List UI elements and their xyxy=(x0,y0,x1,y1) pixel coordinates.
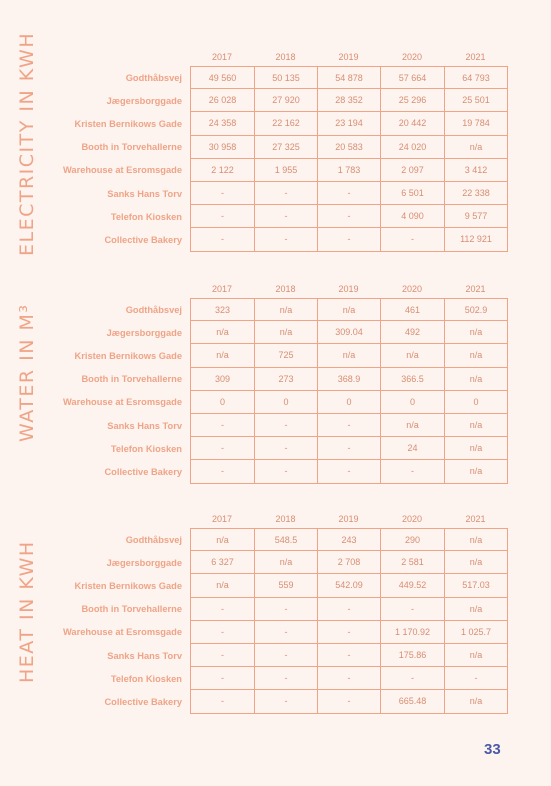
year-header: 2019 xyxy=(338,284,359,294)
table-cell: 309 xyxy=(191,368,255,391)
table-cell: - xyxy=(191,621,255,644)
table-cell: - xyxy=(255,621,318,644)
table-cell: 25 296 xyxy=(381,89,445,112)
location-label: Kristen Bernikows Gade xyxy=(74,581,182,591)
table-cell: 366.5 xyxy=(381,368,445,391)
table-cell: - xyxy=(255,690,318,713)
table-cell: - xyxy=(381,598,445,621)
table-cell: 6 327 xyxy=(191,551,255,574)
table-cell: - xyxy=(381,667,445,690)
location-label: Collective Bakery xyxy=(104,467,182,477)
table-cell: - xyxy=(445,667,508,690)
table-cell: 517.03 xyxy=(445,574,508,597)
table-cell: n/a xyxy=(255,321,318,344)
table-cell: - xyxy=(255,644,318,667)
table-row xyxy=(191,437,508,460)
table-cell: n/a xyxy=(191,321,255,344)
data-table xyxy=(190,66,508,252)
table-cell: 725 xyxy=(255,344,318,367)
table-row xyxy=(191,112,508,135)
table-cell: n/a xyxy=(318,344,381,367)
table-cell: - xyxy=(255,205,318,228)
year-header: 2020 xyxy=(401,284,423,294)
table-cell: n/a xyxy=(445,690,508,713)
location-label: Jægersborggade xyxy=(106,95,182,106)
table-row xyxy=(191,228,508,251)
location-label: Collective Bakery xyxy=(104,235,182,245)
location-label: Sanks Hans Torv xyxy=(107,650,182,661)
table-cell: n/a xyxy=(318,298,381,321)
location-label: Kristen Bernikows Gade xyxy=(74,351,182,361)
table-row xyxy=(191,667,508,690)
data-table xyxy=(190,528,508,714)
table-cell: - xyxy=(318,690,381,713)
table-cell: - xyxy=(191,205,255,228)
table-cell: 23 194 xyxy=(318,112,381,135)
table-cell: n/a xyxy=(191,528,255,551)
location-label: Collective Bakery xyxy=(104,697,182,707)
year-header: 2017 xyxy=(211,52,233,62)
table-cell: - xyxy=(191,460,255,483)
table-cell: 1 025.7 xyxy=(445,621,508,644)
table-cell: n/a xyxy=(445,414,508,437)
table-cell: n/a xyxy=(381,414,445,437)
year-header-row xyxy=(190,52,507,64)
table-cell: 26 028 xyxy=(191,89,255,112)
table-cell: n/a xyxy=(381,344,445,367)
table-cell: 49 560 xyxy=(191,66,255,89)
table-cell: 19 784 xyxy=(445,112,508,135)
table-cell: 368.9 xyxy=(318,368,381,391)
table-cell: - xyxy=(255,228,318,251)
table-row xyxy=(191,298,508,321)
table-cell: 27 920 xyxy=(255,89,318,112)
data-table xyxy=(190,298,508,484)
table-cell: 24 020 xyxy=(381,136,445,159)
table-cell: 30 958 xyxy=(191,136,255,159)
table-cell: 1 170.92 xyxy=(381,621,445,644)
location-label: Sanks Hans Torv xyxy=(107,420,182,431)
location-label: Telefon Kiosken xyxy=(110,211,182,222)
table-cell: - xyxy=(191,598,255,621)
table-cell: - xyxy=(191,437,255,460)
table-cell: 2 708 xyxy=(318,551,381,574)
table-cell: - xyxy=(255,460,318,483)
table-cell: 0 xyxy=(318,391,381,414)
table-row xyxy=(191,159,508,182)
table-cell: - xyxy=(318,182,381,205)
table-row xyxy=(191,598,508,621)
table-cell: 290 xyxy=(381,528,445,551)
table-row xyxy=(191,414,508,437)
table-cell: n/a xyxy=(445,460,508,483)
table-cell: - xyxy=(255,414,318,437)
table-cell: 0 xyxy=(191,391,255,414)
table-cell: - xyxy=(318,414,381,437)
electricity-section xyxy=(0,52,551,256)
table-cell: - xyxy=(318,228,381,251)
table-cell: n/a xyxy=(445,551,508,574)
table-cell: 548.5 xyxy=(255,528,318,551)
table-cell: - xyxy=(318,205,381,228)
table-cell: - xyxy=(191,644,255,667)
location-label: Godthåbsvej xyxy=(125,72,182,83)
table-cell: 665.48 xyxy=(381,690,445,713)
location-label: Telefon Kiosken xyxy=(110,673,182,684)
table-cell: 54 878 xyxy=(318,66,381,89)
table-cell: - xyxy=(318,644,381,667)
table-cell: 112 921 xyxy=(445,228,508,251)
table-cell: 64 793 xyxy=(445,66,508,89)
table-cell: n/a xyxy=(445,644,508,667)
table-row xyxy=(191,690,508,713)
table-cell: 50 135 xyxy=(255,66,318,89)
table-cell: - xyxy=(255,667,318,690)
table-cell: 2 581 xyxy=(381,551,445,574)
year-header: 2018 xyxy=(275,514,296,524)
location-label: Godthåbsvej xyxy=(125,534,182,545)
year-header-row xyxy=(190,514,507,526)
table-row xyxy=(191,321,508,344)
table-cell: - xyxy=(255,598,318,621)
table-cell: 449.52 xyxy=(381,574,445,597)
table-cell: 0 xyxy=(255,391,318,414)
year-header: 2021 xyxy=(465,514,486,524)
table-cell: - xyxy=(255,182,318,205)
table-cell: 2 122 xyxy=(191,159,255,182)
table-cell: 27 325 xyxy=(255,136,318,159)
table-cell: 20 442 xyxy=(381,112,445,135)
table-cell: n/a xyxy=(445,368,508,391)
table-cell: - xyxy=(318,667,381,690)
table-row xyxy=(191,368,508,391)
table-cell: n/a xyxy=(445,344,508,367)
table-cell: n/a xyxy=(255,551,318,574)
table-cell: 323 xyxy=(191,298,255,321)
electricity-title: ELECTRICITY IN KWH xyxy=(16,31,38,256)
page-number: 33 xyxy=(484,741,501,758)
table-row xyxy=(191,136,508,159)
table-row xyxy=(191,391,508,414)
table-cell: - xyxy=(255,437,318,460)
table-cell: 0 xyxy=(445,391,508,414)
table-row xyxy=(191,644,508,667)
table-row xyxy=(191,89,508,112)
table-cell: - xyxy=(318,437,381,460)
year-header: 2018 xyxy=(275,52,296,62)
location-label: Jægersborggade xyxy=(106,327,182,338)
location-label: Warehouse at Esromsgade xyxy=(62,165,182,176)
table-row xyxy=(191,551,508,574)
table-cell: 9 577 xyxy=(445,205,508,228)
location-label: Booth in Torvehallerne xyxy=(81,604,182,615)
table-cell: 1 783 xyxy=(318,159,381,182)
table-cell: 0 xyxy=(381,391,445,414)
table-cell: n/a xyxy=(445,528,508,551)
table-cell: 4 090 xyxy=(381,205,445,228)
table-cell: 22 162 xyxy=(255,112,318,135)
year-header: 2021 xyxy=(465,284,486,294)
table-cell: 542.09 xyxy=(318,574,381,597)
table-cell: 6 501 xyxy=(381,182,445,205)
table-cell: - xyxy=(318,598,381,621)
table-row xyxy=(191,66,508,89)
table-cell: 3 412 xyxy=(445,159,508,182)
year-header: 2020 xyxy=(401,514,423,524)
table-cell: 24 xyxy=(381,437,445,460)
table-cell: 461 xyxy=(381,298,445,321)
heat-title: HEAT IN KWH xyxy=(16,540,38,683)
year-header: 2020 xyxy=(401,52,423,62)
table-cell: n/a xyxy=(191,574,255,597)
table-cell: - xyxy=(191,228,255,251)
table-cell: 20 583 xyxy=(318,136,381,159)
year-header: 2019 xyxy=(338,514,359,524)
table-cell: 22 338 xyxy=(445,182,508,205)
table-row xyxy=(191,528,508,551)
table-cell: n/a xyxy=(445,136,508,159)
table-cell: - xyxy=(381,460,445,483)
year-header: 2017 xyxy=(211,514,233,524)
table-cell: n/a xyxy=(255,298,318,321)
location-label: Booth in Torvehallerne xyxy=(81,374,182,385)
location-label: Sanks Hans Torv xyxy=(107,188,182,199)
water-section xyxy=(0,284,551,488)
table-cell: - xyxy=(191,690,255,713)
table-cell: - xyxy=(381,228,445,251)
table-row xyxy=(191,205,508,228)
year-header: 2021 xyxy=(465,52,486,62)
table-cell: - xyxy=(318,460,381,483)
table-cell: 309.04 xyxy=(318,321,381,344)
year-header: 2019 xyxy=(338,52,359,62)
location-label: Jægersborggade xyxy=(106,557,182,568)
location-label: Warehouse at Esromsgade xyxy=(62,627,182,638)
table-cell: n/a xyxy=(445,321,508,344)
table-cell: 243 xyxy=(318,528,381,551)
table-cell: - xyxy=(318,621,381,644)
water-title: WATER IN M³ xyxy=(16,303,38,442)
table-row xyxy=(191,621,508,644)
table-cell: 25 501 xyxy=(445,89,508,112)
year-header: 2017 xyxy=(211,284,233,294)
table-cell: 492 xyxy=(381,321,445,344)
location-label: Godthåbsvej xyxy=(125,304,182,315)
table-cell: n/a xyxy=(191,344,255,367)
table-cell: 57 664 xyxy=(381,66,445,89)
table-cell: n/a xyxy=(445,437,508,460)
table-row xyxy=(191,574,508,597)
table-cell: - xyxy=(191,182,255,205)
table-cell: 273 xyxy=(255,368,318,391)
table-row xyxy=(191,460,508,483)
table-cell: 502.9 xyxy=(445,298,508,321)
table-cell: - xyxy=(191,667,255,690)
table-row xyxy=(191,344,508,367)
year-header-row xyxy=(190,284,507,296)
location-label: Kristen Bernikows Gade xyxy=(74,119,182,129)
table-cell: 2 097 xyxy=(381,159,445,182)
table-cell: - xyxy=(191,414,255,437)
table-cell: n/a xyxy=(445,598,508,621)
table-cell: 28 352 xyxy=(318,89,381,112)
table-cell: 175.86 xyxy=(381,644,445,667)
location-label: Warehouse at Esromsgade xyxy=(62,397,182,408)
table-cell: 24 358 xyxy=(191,112,255,135)
year-header: 2018 xyxy=(275,284,296,294)
location-label: Booth in Torvehallerne xyxy=(81,142,182,153)
heat-section xyxy=(0,514,551,718)
table-cell: 1 955 xyxy=(255,159,318,182)
location-label: Telefon Kiosken xyxy=(110,443,182,454)
table-row xyxy=(191,182,508,205)
table-cell: 559 xyxy=(255,574,318,597)
